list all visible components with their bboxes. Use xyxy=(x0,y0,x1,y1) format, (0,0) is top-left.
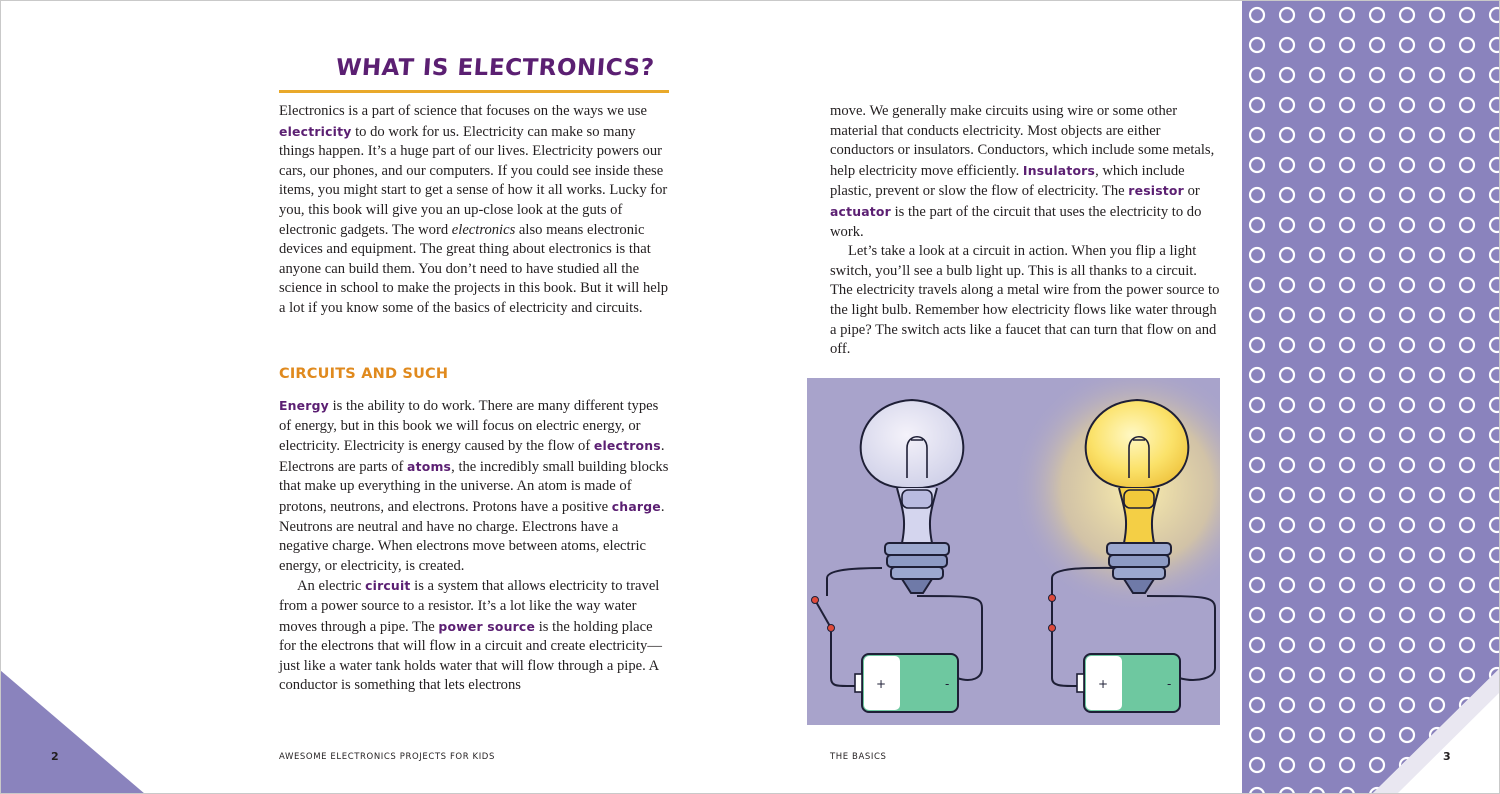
left-base-ring-2 xyxy=(887,555,947,567)
title-underline xyxy=(279,90,669,93)
body-text: . Electrons are parts of xyxy=(279,438,665,475)
left-switch-contact-top xyxy=(812,597,819,604)
body-text: move. We generally make circuits using wire or some other material that conducts electricity. Most objects are either conductors or insulators. Conductors, which include some metals, help electricity move efficiently. xyxy=(830,103,1215,179)
left-battery-plus-label: + xyxy=(876,677,887,691)
corner-triangle-decoration xyxy=(0,0,160,794)
left-base-ring-1 xyxy=(885,543,949,555)
left-battery-minus-label: - xyxy=(945,677,950,691)
body-text: Let’s take a look at a circuit in action. When you flip a light switch, you’ll see a bulb light up. This is all thanks to a circuit. The electricity travels along a metal wire from the power source to the light bulb. Remember how electricity flows like water through a pipe? The switch acts like a faucet that can turn that flow on and off. xyxy=(830,243,1220,358)
emphasized-text: electronics xyxy=(451,221,516,238)
glossary-term: Energy xyxy=(279,398,329,413)
left-base-ring-3 xyxy=(891,567,943,579)
right-bulb-glass xyxy=(1086,400,1189,488)
circuit-paragraph xyxy=(279,576,671,696)
body-text: , the incredibly small building blocks that make up everything in the universe. An atom is made of protons, neutrons, and electrons. Protons have a positive xyxy=(279,458,669,515)
conductors-paragraph xyxy=(830,102,1222,242)
body-text: is a system that allows electricity to travel from a power source to a resistor. It’s a lot like the way water moves through a pipe. The xyxy=(279,578,660,635)
glossary-term: charge xyxy=(611,498,661,514)
right-battery-plus-label: + xyxy=(1098,677,1109,691)
right-base-ring-3 xyxy=(1113,567,1165,579)
body-text: or xyxy=(1183,183,1200,200)
section-subheading: CIRCUITS AND SUCH xyxy=(279,366,449,382)
switch-paragraph xyxy=(830,242,1222,360)
intro-column xyxy=(279,102,671,319)
page-title: WHAT IS ELECTRONICS? xyxy=(335,55,656,81)
glossary-term: actuator xyxy=(830,203,891,219)
right-switch-contact-top xyxy=(1049,595,1056,602)
glossary-term: electrons xyxy=(593,438,661,454)
glossary-term: power source xyxy=(438,618,536,634)
right-battery-minus-label: - xyxy=(1167,677,1172,691)
glossary-term: circuit xyxy=(365,578,411,594)
right-battery-terminal xyxy=(1077,674,1084,692)
right-switch-contact-bottom xyxy=(1049,625,1056,632)
body-text: Electronics is a part of science that focuses on the ways we use xyxy=(279,103,647,119)
page-number-left: 2 xyxy=(51,750,59,763)
body-text: also means electronic devices and equipment. The great thing about electronics is that anyone can build them. You don’t need to have studied all the science in school to make the projects in this book. But it will help a lot if you know some of the basics of electricity and circuits. xyxy=(279,221,669,316)
right-column xyxy=(830,102,1222,360)
energy-paragraph xyxy=(279,396,671,576)
body-text: is the ability to do work. There are many different types of energy, but in this book we will focus on electric energy, or electricity. Electricity is energy caused by the flow of xyxy=(279,398,659,455)
body-text: , which include plastic, prevent or slow the flow of electricity. The xyxy=(830,162,1185,200)
circuits-column xyxy=(279,396,671,696)
footer-section-title: THE BASICS xyxy=(830,752,887,762)
circuit-illustration xyxy=(807,378,1220,725)
body-text: to do work for us. Electricity can make so many things happen. It’s a huge part of our lives. Electricity powers our cars, our phones, and our computers. If you could see inside these items, you might start to get a sense of how it all works. Lucky for you, this book will give you an up-close look at the guts of electronic gadgets. The word xyxy=(279,123,668,238)
dot-pattern-decoration xyxy=(1242,0,1500,794)
body-text: is the holding place for the electrons that will flow in a circuit and create electricity—just like a water tank holds water that will flow through a pipe. A conductor is something that lets electrons xyxy=(279,618,662,694)
glossary-term: Insulators xyxy=(1022,162,1096,178)
glossary-term: atoms xyxy=(407,458,452,474)
body-text: . Neutrons are neutral and have no charge. Electrons have a negative charge. When electrons move between atoms, electric energy, or electricity, is created. xyxy=(279,498,665,574)
intro-paragraph xyxy=(279,102,671,319)
glossary-term: resistor xyxy=(1128,183,1184,199)
left-bulb-stem xyxy=(902,490,932,508)
left-switch-contact-bottom xyxy=(828,625,835,632)
right-base-ring-1 xyxy=(1107,543,1171,555)
right-bulb-stem xyxy=(1124,490,1154,508)
left-bulb-glass xyxy=(861,400,964,488)
left-battery-terminal xyxy=(855,674,862,692)
page-number-right: 3 xyxy=(1443,750,1451,763)
glossary-term: electricity xyxy=(279,123,352,139)
right-base-ring-2 xyxy=(1109,555,1169,567)
body-text: An electric xyxy=(297,578,366,595)
footer-book-title: AWESOME ELECTRONICS PROJECTS FOR KIDS xyxy=(279,752,495,762)
body-text: is the part of the circuit that uses the electricity to do work. xyxy=(830,203,1202,240)
